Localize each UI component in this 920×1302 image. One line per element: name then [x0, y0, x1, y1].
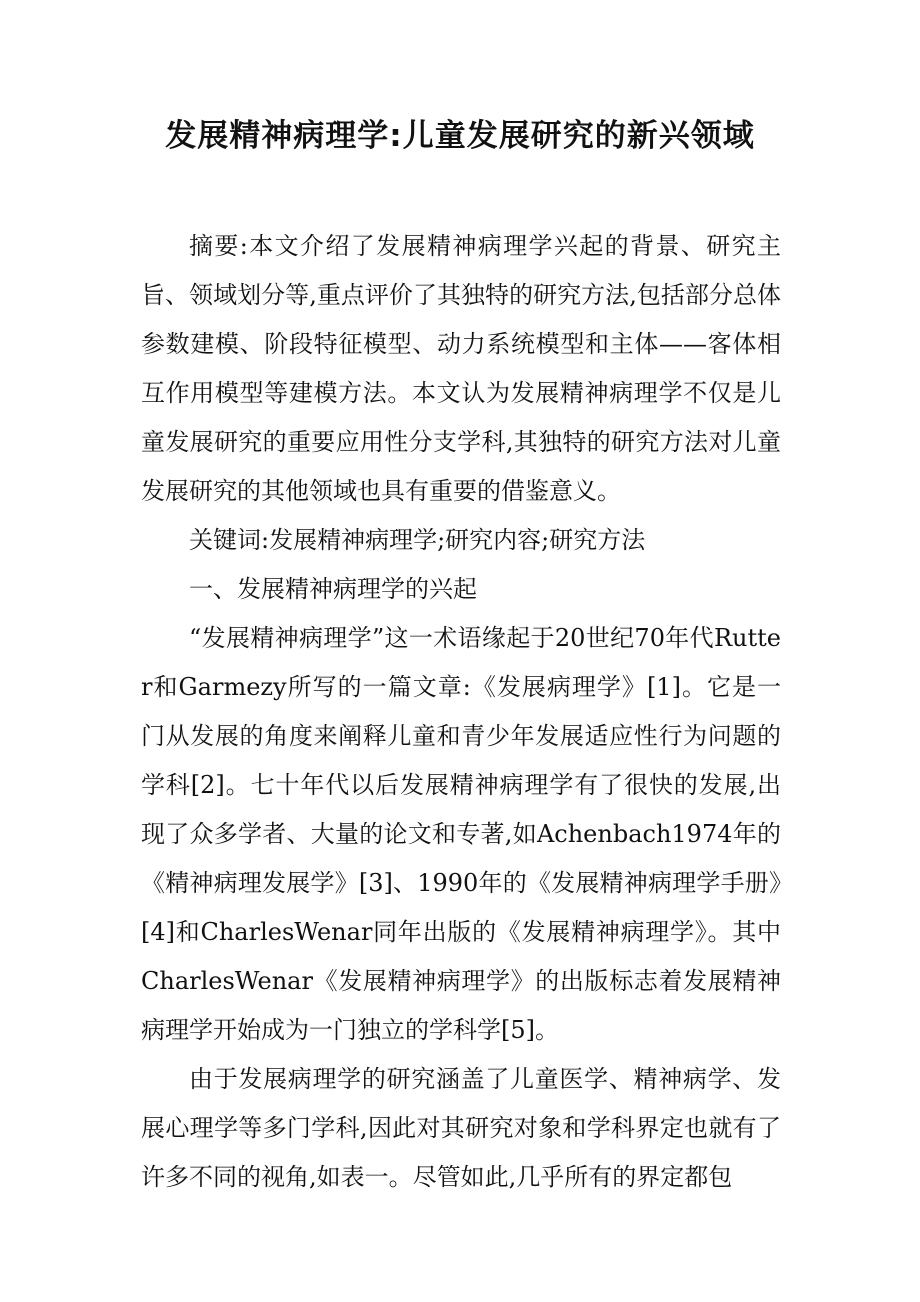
document-title: 发展精神病理学:儿童发展研究的新兴领域 — [165, 118, 755, 154]
section-heading: 一、发展精神病理学的兴起 — [189, 575, 477, 603]
document-body — [141, 222, 781, 1202]
keywords-paragraph: 关键词:发展精神病理学;研究内容;研究方法 — [189, 526, 646, 554]
body-paragraph: “发展精神病理学”这一术语缘起于20世纪70年代Rutter和Garmezy所写的一篇文章:《发展病理学》[1]。它是一门从发展的角度来阐释儿童和青少年发展适应性行为问题的学科[2]。七十年代以后发展精神病理学有了很快的发展,出现了众多学者、大量的论文和专著,如Achenbach1974年的《精神病理发展学》[3]、1990年的《发展精神病理学手册》[4]和CharlesWenar同年出版的《发展精神病理学》。其中CharlesWenar《发展精神病理学》的出版标志着发展精神病理学开始成为一门独立的学科学[5]。 — [141, 624, 781, 1044]
body-paragraph: 由于发展病理学的研究涵盖了儿童医学、精神病学、发展心理学等多门学科,因此对其研究对象和学科界定也就有了许多不同的视角,如表一。尽管如此,几乎所有的界定都包 — [141, 1065, 781, 1191]
abstract-paragraph: 摘要:本文介绍了发展精神病理学兴起的背景、研究主旨、领域划分等,重点评价了其独特的研究方法,包括部分总体参数建模、阶段特征模型、动力系统模型和主体——客体相互作用模型等建模方法。本文认为发展精神病理学不仅是儿童发展研究的重要应用性分支学科,其独特的研究方法对儿童发展研究的其他领域也具有重要的借鉴意义。 — [141, 232, 781, 505]
